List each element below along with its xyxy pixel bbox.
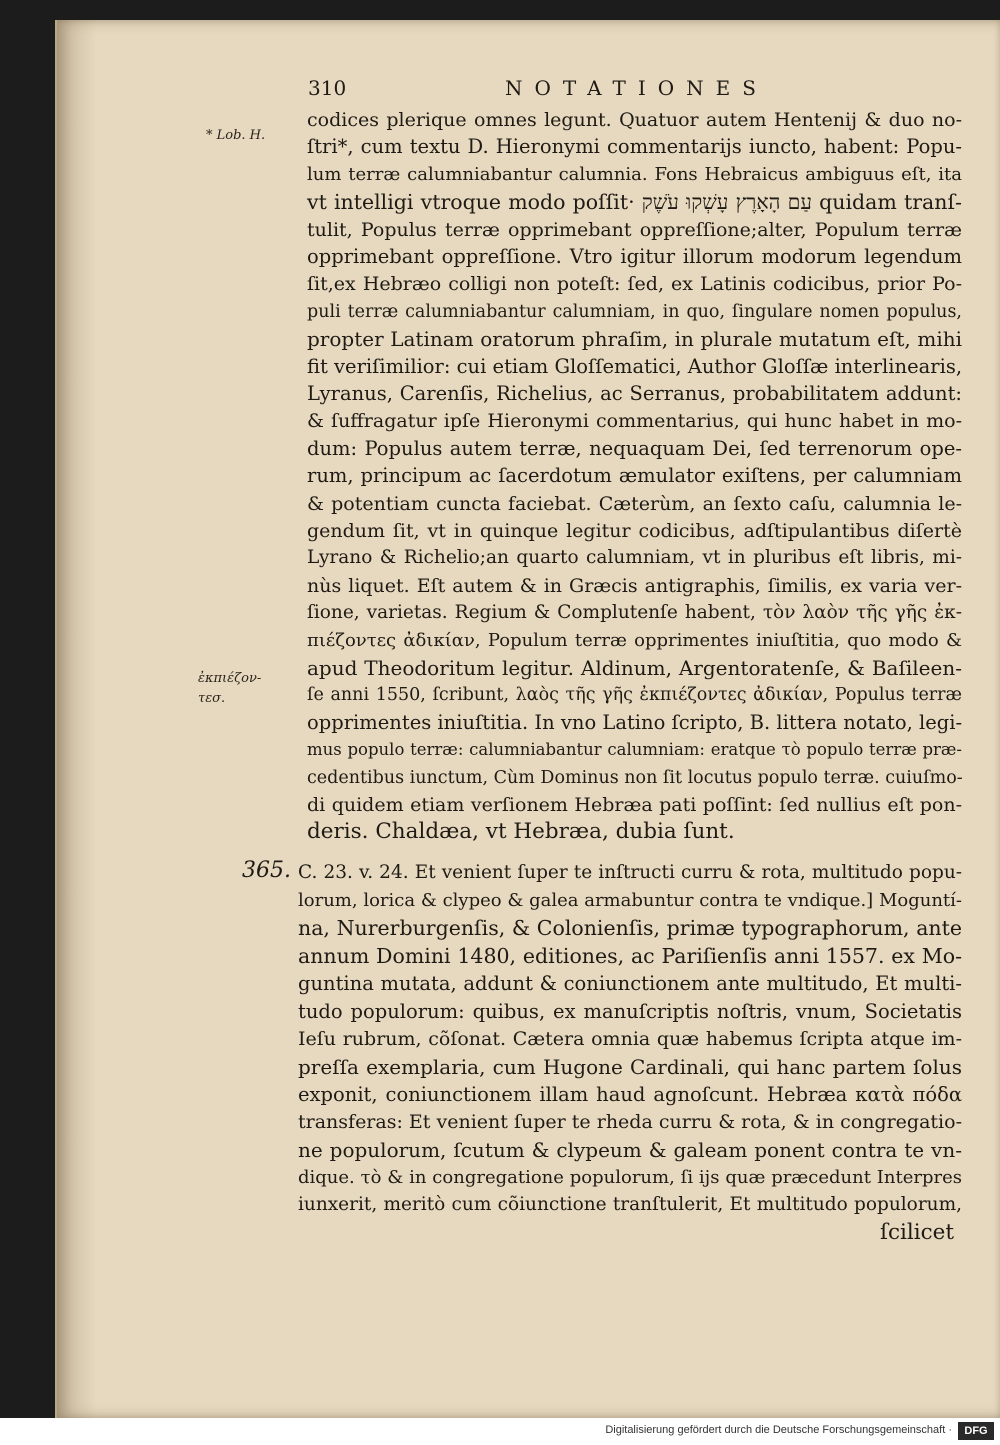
text-line: fit veriſimilior: cui etiam Gloſſematici, Author Gloſſæ interlinearis, bbox=[307, 354, 963, 378]
text-line: ne populorum, ſcutum & clypeum & galeam ponent contra te vn- bbox=[298, 1138, 962, 1162]
text-line: rum, principum ac ſacerdotum æmulator exiſtens, per calumniam bbox=[307, 464, 962, 488]
text-line: lorum, lorica & clypeo & galea armabuntur contra te vndique.] Moguntí- bbox=[298, 889, 962, 911]
text-line: tulit, Populus terræ opprimebant oppreſſione;alter, Populum terræ bbox=[307, 218, 962, 241]
text-line: tudo populorum: quibus, ex manuſcriptis noſtris, vnum, Societatis bbox=[298, 999, 962, 1023]
text-line: iunxerit, meritò cum cõiunctione tranſtulerit, Et multitudo populorum, bbox=[298, 1194, 962, 1216]
margin-note-lob: * Lob. H. bbox=[206, 128, 266, 143]
text-line: puli terræ calumniabantur calumniam, in quo, ſingulare nomen populus, bbox=[307, 301, 962, 322]
text-line: apud Theodoritum legitur. Aldinum, Argentoratenſe, & Baſileen- bbox=[307, 656, 962, 680]
text-line: Lyranus, Carenſis, Richelius, ac Serranus, probabilitatem addunt: bbox=[307, 382, 962, 405]
text-line: C. 23. v. 24. Et venient ſuper te inſtructi curru & rota, multitudo popu- bbox=[298, 862, 962, 883]
text-line: ſe anni 1550, ſcribunt, λαὸς τῆς γῆς ἐκπιέζοντες ἀδικίαν, Populus terræ bbox=[307, 685, 962, 706]
page-number: 310 bbox=[308, 76, 347, 100]
section-number: 365. bbox=[242, 858, 291, 883]
footer-credit: Digitalisierung gefördert durch die Deutsche Forschungsgemeinschaft · bbox=[605, 1424, 952, 1436]
text-line: ſcilicet bbox=[880, 1220, 955, 1246]
text-line: dum: Populus autem terræ, nequaquam Dei, ſed terrenorum ope- bbox=[307, 436, 962, 460]
text-line: codices plerique omnes legunt. Quatuor autem Hentenij & duo no- bbox=[307, 109, 962, 131]
text-line: mus populo terræ: calumniabantur calumniam: eratque τὸ populo terræ præ- bbox=[307, 740, 962, 760]
digitization-footer bbox=[0, 1418, 1000, 1445]
text-line: exponit, coniunctionem illam haud agnoſcunt. Hebræa κατὰ πόδα bbox=[298, 1082, 962, 1106]
text-line: ſione, varietas. Regium & Complutenſe habent, τὸν λαὸν τῆς γῆς ἐκ- bbox=[307, 602, 962, 624]
text-line: gendum ſit, vt in quinque legitur codicibus, adſtipulantibus diſertè bbox=[307, 520, 962, 542]
text-line: vt intelligi vtroque modo poſſit· עַם הָאָרֶץ עָשְׁקוּ עֹשֶׁק quidam tranſ- bbox=[307, 190, 962, 215]
text-line: cedentibus iunctum, Cùm Dominus non ſit locutus populo terræ. cuiuſmo- bbox=[307, 767, 963, 788]
text-line: annum Domini 1480, editiones, ac Pariſienſis anni 1557. ex Mo- bbox=[298, 944, 962, 969]
text-line: dique. τὸ & in congregatione populorum, ſi ijs quæ præcedunt Interpres bbox=[298, 1166, 962, 1188]
margin-note-greek: ἐκπιέζον- τεσ. bbox=[198, 671, 262, 706]
text-line: & ſuffragatur ipſe Hieronymi commentarius, qui hunc habet in mo- bbox=[307, 410, 962, 433]
text-line: opprimentes iniuſtitia. In vno Latino ſcripto, B. littera notato, legi- bbox=[307, 710, 963, 734]
text-line: propter Latinam oratorum phraſim, in plurale mutatum eſt, mihi bbox=[307, 327, 962, 352]
dfg-logo: DFG bbox=[958, 1422, 994, 1440]
text-line: transferas: Et venient ſuper te rheda curru & rota, & in congregatio- bbox=[298, 1111, 962, 1134]
text-line: πιέζοντες ἀδικίαν, Populum terræ opprimentes iniuſtitia, quo modo & bbox=[307, 629, 962, 651]
text-line: ſit,ex Hebræo colligi non poteſt: ſed, ex Latinis codicibus, prior Po- bbox=[307, 273, 962, 296]
text-line: ſtri*, cum textu D. Hieronymi commentarijs iuncto, habent: Popu- bbox=[307, 135, 962, 159]
text-line: opprimebant oppreſſione. Vtro igitur illorum modorum legendum bbox=[307, 245, 962, 268]
text-line: guntina mutata, addunt & coniunctionem ante multitudo, Et multi- bbox=[298, 971, 962, 995]
text-line: nùs liquet. Eſt autem & in Græcis antigraphis, ſimilis, ex varia ver- bbox=[307, 574, 962, 597]
text-line: preſſa exemplaria, cum Hugone Cardinali, qui hanc partem ſolus bbox=[298, 1054, 962, 1079]
text-line: Lyrano & Richelio;an quarto calumniam, vt in pluribus eſt libris, mi- bbox=[307, 547, 962, 569]
text-line: deris. Chaldæa, vt Hebræa, dubia ſunt. bbox=[307, 819, 735, 845]
text-line: Ieſu rubrum, cõſonat. Cætera omnia quæ habemus ſcripta atque im- bbox=[298, 1028, 962, 1051]
text-line: & potentiam cuncta faciebat. Cæterùm, an ſexto caſu, calumnia le- bbox=[307, 492, 962, 515]
text-line: lum terræ calumniabantur calumnia. Fons Hebraicus ambiguus eſt, ita bbox=[307, 163, 962, 185]
text-line: di quidem etiam verſionem Hebræa pati poſſint: ſed nullius eſt pon- bbox=[307, 794, 962, 816]
running-title: NOTATIONES bbox=[505, 76, 768, 100]
text-line: na, Nurerburgenſis, & Colonienſis, primæ typographorum, ante bbox=[298, 916, 962, 941]
